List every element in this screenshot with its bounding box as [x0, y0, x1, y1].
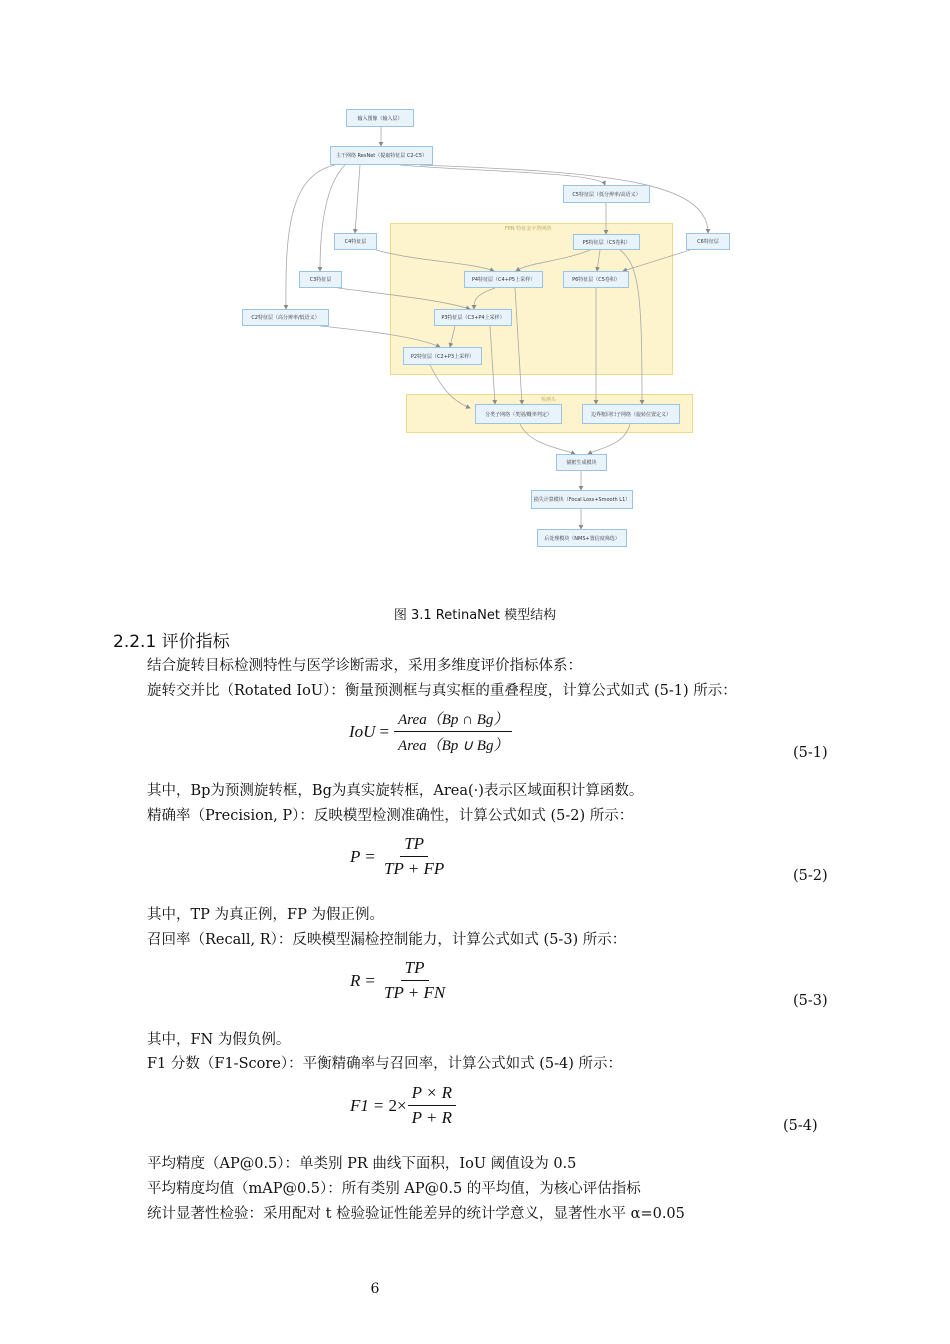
section-heading: 2.2.1 评价指标 [113, 632, 230, 652]
c2-node: C2特征层（高分辨率/低语义） [242, 309, 329, 326]
ap-definition: 平均精度（AP@0.5）：单类别 PR 曲线下面积，IoU 阈值设为 0.5 [147, 1156, 577, 1172]
equation-recall-denominator: TP + FN [383, 983, 446, 1002]
page-number: 6 [370, 1281, 380, 1297]
iou-definition: 旋转交并比（Rotated IoU）：衡量预测框与真实框的重叠程度，计算公式如式 (5-1) 所示： [147, 683, 737, 699]
significance-test: 统计显著性检验：采用配对 t 检验验证性能差异的统计学意义，显著性水平 α=0.05 [147, 1206, 685, 1222]
equation-iou-denominator: Area（Bp ∪ Bg） [398, 738, 509, 754]
classification-subnet-node: 分类子网络（类别/概率判定） [475, 404, 562, 424]
equation-f1-lhs: F1 [350, 1095, 369, 1115]
map-definition: 平均精度均值（mAP@0.5）：所有类别 AP@0.5 的平均值，为核心评估指标 [147, 1181, 641, 1197]
recall-note: 其中，FN 为假负例。 [147, 1032, 291, 1048]
equation-label-5-4: (5-4) [783, 1118, 818, 1134]
equation-recall: R = $\frac{TP}{TP + FN}$ [350, 958, 449, 1003]
detection-head-group-label: 检测头 [541, 397, 557, 403]
p6-node: P6特征层（C5卷积） [563, 271, 629, 288]
diagram-connectors [0, 0, 950, 600]
c6-node: C6特征层 [686, 233, 730, 250]
equation-f1-numerator: P × R [408, 1083, 456, 1106]
backbone-node: 主干网络 ResNet（提取特征层 C2-C5） [330, 146, 433, 165]
p3-node: P3特征层（C3+P4上采样） [434, 309, 512, 326]
intro-text: 结合旋转目标检测特性与医学诊断需求，采用多维度评价指标体系： [147, 658, 582, 674]
equation-precision-denominator: TP + FP [383, 859, 445, 878]
p5-node: P5特征层（C5卷积） [573, 234, 640, 250]
equation-f1-coefficient: 2× [388, 1095, 407, 1115]
equation-iou-lhs: IoU [349, 721, 376, 741]
equation-iou: IoU = $\frac{\text{Area（Bp ∩ Bg）}}{\text{Area（Bp ∪ Bg）}}$ [349, 708, 512, 755]
figure-caption: 图 3.1 RetinaNet 模型结构 [393, 608, 557, 623]
precision-definition: 精确率（Precision, P）：反映模型检测准确性，计算公式如式 (5-2) 所示： [147, 808, 634, 824]
equation-recall-lhs: R [350, 970, 361, 990]
input-image-node: 输入图像（输入层） [346, 109, 414, 127]
c4-node: C4特征层 [334, 233, 377, 250]
c5-node: C5特征层（低分辨率/高语义） [563, 185, 650, 203]
loss-calculation-node: 损失计算模块（Focal Loss+Smooth L1） [531, 490, 633, 509]
equation-recall-numerator: TP [401, 958, 429, 981]
equation-label-5-3: (5-3) [793, 993, 828, 1009]
equation-f1: F1 = 2× $\frac{P \times R}{P + R}$ [350, 1083, 456, 1128]
equation-precision-lhs: P [350, 846, 361, 866]
recall-definition: 召回率（Recall, R）：反映模型漏检控制能力，计算公式如式 (5-3) 所示： [147, 932, 627, 948]
p4-node: P4特征层（C4+P5上采样） [464, 271, 543, 288]
anchor-generation-node: 锚框生成模块 [556, 454, 607, 471]
equation-f1-denominator: P + R [411, 1108, 453, 1127]
equation-precision: P = $\frac{TP}{TP + FP}$ [350, 834, 448, 879]
equation-iou-numerator: Area（Bp ∩ Bg） [394, 708, 512, 732]
post-processing-node: 后处理模块（NMS+置信度筛选） [537, 529, 627, 547]
p2-node: P2特征层（C2+P3上采样） [403, 347, 482, 365]
c3-node: C3特征层 [299, 271, 342, 288]
f1-definition: F1 分数（F1-Score）：平衡精确率与召回率，计算公式如式 (5-4) 所示： [147, 1056, 623, 1072]
equation-label-5-2: (5-2) [793, 868, 828, 884]
fpn-group-label: FPN 特征金字塔网络 [505, 226, 552, 232]
precision-note: 其中，TP 为真正例，FP 为假正例。 [147, 907, 384, 923]
regression-subnet-node: 边界框回归子网络（旋转位置定义） [582, 404, 680, 424]
equation-label-5-1: (5-1) [793, 745, 828, 761]
equation-precision-numerator: TP [400, 834, 428, 857]
iou-note: 其中，Bp为预测旋转框，Bg为真实旋转框，Area(·)表示区域面积计算函数。 [147, 783, 644, 799]
